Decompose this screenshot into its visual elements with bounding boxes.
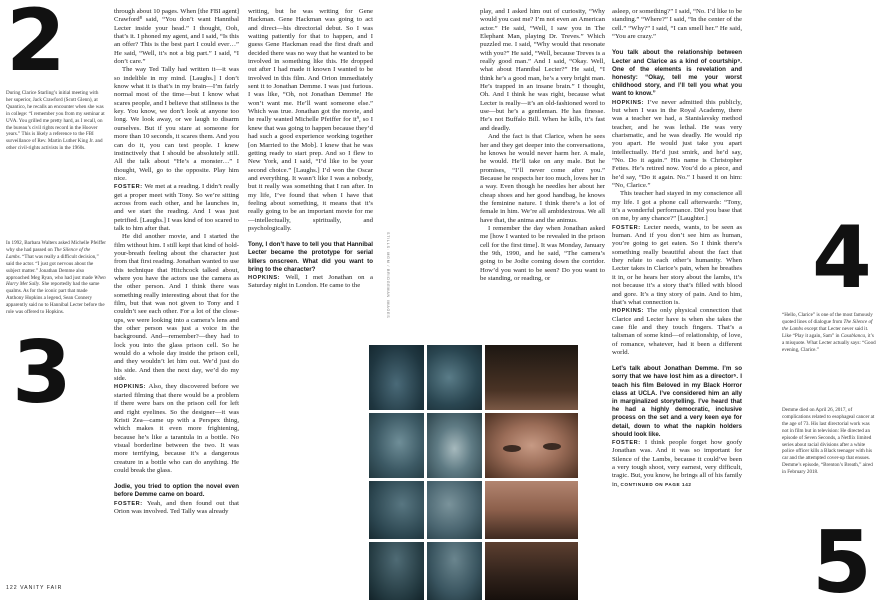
speaker-label: FOSTER: [612, 440, 641, 447]
paragraph-text: He did another movie, and I started the film without him. I still kept that kind of hold-your-breath feeling about the character just from that first reading. Jonathan wanted to use this technique that Hitchcock talked about, where you have the actors use the camera as the other person. And I think there was something really interesting about that for the film, but that was not given to Tony and I couldn’t see each other. For a lot of the close-ups, we were looking into a camera’s lens and the other person was just a voice in the background. And—remember?—they had to lock you into the glass prison cell. So he would do a whole day inside the prison cell, and they wouldn’t let him out. We’d just do his side. And then the next day, we’d do my side. [114, 233, 239, 383]
paragraph-text: Yeah, and then found out that Orion was involved. Ted Tally was already [114, 499, 239, 515]
photo-tile-hopkins-6 [369, 542, 424, 600]
photo-tile-foster-3 [485, 542, 578, 600]
photo-tile-hopkins-5 [427, 481, 482, 539]
speaker-label: HOPKINS: [248, 275, 281, 282]
speaker-label: FOSTER: [612, 224, 641, 231]
article-column-3 [480, 8, 605, 344]
photo-tile-hopkins-2 [427, 345, 482, 410]
body-paragraph [248, 8, 373, 233]
article-column-1 [114, 8, 239, 580]
paragraph-text: asleep, or something?” I said, “No. I’d like to be standing.” “Where?” I said, “In the center of the cell.” “Why?” I said, “I can smell her.” He said, “You are crazy.” [612, 8, 742, 41]
paragraph-text: The way Ted Tally had written it—it was so indelible in my mind. [Laughs.] I don’t know what it is that’s in my brain—I’m fairly normal most of the time—but I know what scares people, and I believe that stillness is the key. You know, we don’t look at anyone too long. We look away, or we laugh to disarm ourselves. But if you stare at someone for more than 10 seconds, it scares them. And you can do it, you can test people. I knew instinctively that I should be absolutely still. All the talk about “He’s a monster…” I thought, Well, go to the opposite. Play him nice. [114, 66, 239, 182]
paragraph-text: We met at a reading. I didn’t really get a proper meet with Tony. So we’re sitting across from each other, and he launches in, and we start the reading. And I was just petrified. [Laughs.] I was kind of too scared to talk to him after that. [114, 183, 239, 232]
body-paragraph [480, 8, 605, 133]
article-column-4 [612, 8, 742, 592]
sidebar-note-4: “Hello, Clarice” is one of the most famously quoted lines of dialogue from The Silence of the Lambs except that Lecter never said it. Like “Play it again, Sam” in Casablanca, it’s a misquote. What Lecter actually says: “Good evening, Clarice.” [782, 312, 876, 353]
paragraph-text: I remember the day when Jonathan asked me [how I wanted to be revealed in the prison cell for the first time]. It was Monday, January the 9th, 1990, and he said, “The camera’s going to be Jodie coming down the corridor. How’d you want to be seen? Do you want to be standing, or reading, or [480, 224, 605, 282]
photo-tile-foster-eyes [485, 413, 578, 478]
speaker-label: FOSTER: [114, 500, 143, 507]
paragraph-text: through about 10 pages. When [the FBI agent] Crawford⁸ said, “You don’t want Hannibal Lecter inside your head.” I thought, Ooh, that’s it. I phoned my agent, and I said, “Is this an offer? This is the best part I could ever…” He said, “Well, it’s not a big part.” I said, “I don’t care.” [114, 8, 239, 66]
eye-right-icon [543, 443, 561, 450]
paragraph-text: I think people forget how goofy Jonathan was. And it was so important for Silence of the Lambs, because it could’ve been a very tough shoot, very earnest, very difficult, tragic. But, you know, he brings all of his family in, [612, 439, 742, 488]
numeral-5: 5 [812, 513, 870, 600]
numeral-3: 3 [12, 323, 70, 423]
photo-tile-hopkins-3 [369, 413, 424, 478]
sidebar-note-casting: In 1992, Barbara Walters asked Michelle Pfeiffer why she had passed on The Silence of the Lambs. “That was really a difficult decision,” said the actor. “I just got nervous about the subject matter.” Jonathan Demme also approached Meg Ryan, who had just made When Harry Met Sally. She reportedly had the same qualms. As for the iconic part that made Anthony Hopkins a legend, Sean Connery apparently said no to Hannibal Lecter before the role was offered to Hopkins. [6, 240, 106, 316]
body-paragraph [114, 500, 239, 517]
paragraph-text: And the fact is that Clarice, when he sees her and they get deeper into the conversations, he knows he would never harm her. A male, he would. He’ll take on any male. But he promises, “I’ll never come after you.” Because he respects her too much, loves her in a way. Even though he needles her about her cheap shoes and her good handbag, he knows the feminine nature. I think there’s a lot of female in him. We’re all ambidextrous. We all have that, the anima and the animus. [480, 133, 605, 224]
photo-tile-hopkins-7 [427, 542, 482, 600]
photo-tile-hopkins-4 [369, 481, 424, 539]
photo-tile-hopkins-1 [369, 345, 424, 410]
body-paragraph [612, 439, 742, 489]
sidebar-note-2: During Clarice Starling’s initial meeting with her superior, Jack Crawford (Scott Glenn), at Quantico, he recalls an encounter when she was in college: “I remember you from my seminar at UVA. You grilled me pretty hard, as I recall, on the bureau’s civil rights record in the Hoover years.” This is likely a reference to the FBI surveillance of Rev. Martin Luther King Jr. and other civil-rights activists in the 1960s. [6, 90, 105, 152]
body-paragraph [114, 8, 239, 66]
page-folio: 122 VANITY FAIR [6, 585, 63, 591]
speaker-label: FOSTER: [114, 184, 143, 191]
body-paragraph [612, 224, 742, 307]
speaker-label: HOPKINS: [612, 308, 645, 315]
body-paragraph [114, 66, 239, 183]
body-paragraph [248, 274, 373, 291]
body-paragraph [114, 183, 239, 233]
continued-jump: CONTINUED ON PAGE 142 [620, 481, 692, 487]
numeral-2: 2 [6, 0, 64, 91]
interview-question: Jodie, you tried to option the novel even before Demme came on board. [114, 483, 239, 499]
speaker-label: HOPKINS: [114, 384, 147, 391]
interview-question: You talk about the relationship between Lecter and Clarice as a kind of courtship⁹. One of the elements is revelation and honesty: “Okay, tell me your worst childhood story, and I’ll tell you what you want to know.” [612, 49, 742, 98]
speaker-label: HOPKINS: [612, 99, 645, 106]
sidebar-note-5: Demme died on April 26, 2017, of complications related to esophageal cancer at the age of 73. His last directorial work was not in film but in television: He directed an episode of Seven Seconds, a Netflix limited series about racial divisions after a white police officer kills a Black teenager with his car and the attempted cover-up that ensues. Demme’s episode, “Brenton’s Breath,” aired in February 2018. [782, 407, 875, 476]
paragraph-text: writing, but he was writing for Gene Hackman. Gene Hackman was going to act and direct—his directorial debut. So I was waiting patiently for that to happen, and I guess Gene Hackman read the first draft and decided there was no way that he wanted to be involved in something like this. He dropped out after I had made it known I wanted to be involved in this film. And Orion immediately sent it to Jonathan Demme. I was just furious. I was like, “Oh, not Jonathan Demme! He won’t want me. He’ll want someone else.” Which was true. Jonathan got the movie, and he really wanted Michelle Pfeiffer for it⁹, so I knew that was going to happen because they’d had such a good experience working together [on Married to the Mob]. I knew that he was getting ready to start prep. And so I flew to New York, and I said, “I’d like to be your second choice.” [Laughs.] I’d won the Oscar and everything. It wasn’t like I was a nobody, but it really was something that I ran after. In my life, I’ve found that when I have that feeling about something, it means that it’s really going to be an important movie for me—intellectually, spiritually, and psychologically. [248, 8, 373, 232]
body-paragraph [612, 99, 742, 191]
body-paragraph [114, 233, 239, 383]
body-paragraph [480, 133, 605, 225]
paragraph-text: I’ve never admitted this publicly, but when I was in the Royal Academy, there was a teacher we had, a Stanislavsky method teacher, and he was lethal. He was very charismatic, and he was deadly. He would rip you apart. He would just take you apart intellectually. He’d just smirk, and he’d say, “No. Do it again.” His name is Christopher Fettes. He’s retired now. You’d do a piece, and he’d say, “Do it again. No.” I based it on him: “No, Clarice.” [612, 98, 742, 190]
paragraph-text: The only physical connection that Clarice and Lecter have is when she takes the case file and they touch fingers. That’s a talisman of some kind—of relationship, of love, of romance, whatever, had it been a different world. [612, 307, 742, 356]
paragraph-text: play, and I asked him out of curiosity, “Why would you cast me? I’m not even an American actor.” He said, “Well, I saw you in The Elephant Man, playing Dr. Treves.” Which puzzled me. I said, “Why would that resonate with you?” He said, “Well, because Treves is a really good man.” And I said, “Okay. Well, what about Hannibal Lecter?” He said, “I think he’s a good man, he’s a very bright man. He’s trapped in an insane brain.” I thought, Oh. And I think he was right, because what Lecter is really—it’s an old-fashioned word to use—but he’s a gentleman. He has finesse. He’s not Buffalo Bill. When he kills, it’s fast and deadly. [480, 8, 605, 132]
photo-credit: STILLS: MGM / BRIDGEMAN IMAGES [386, 232, 390, 319]
interview-question: Tony, I don’t have to tell you that Hannibal Lecter became the prototype for serial killers onscreen. What did you want to bring to the character? [248, 241, 373, 273]
body-paragraph [612, 190, 742, 223]
photo-tile-foster-1 [485, 345, 578, 410]
photo-grid [369, 345, 578, 600]
paragraph-text: Lecter needs, wants, to be seen as human. And if you don’t see him as human, you’re going to get eaten. So I think there’s something really beautiful about the fact that they relate to each other’s humanity. When Lecter takes in Clarice’s pain, when he breathes it in, or he hears her story about the lambs, it’s not because it’s a story that’s filled with blood and gore. It’s a tiny story of pain. And to him, that’s what connection is. [612, 223, 742, 306]
eye-left-icon [503, 445, 521, 452]
photo-tile-hopkins-eye [427, 413, 482, 478]
body-paragraph [612, 307, 742, 357]
body-paragraph [114, 383, 239, 475]
photo-tile-foster-2 [485, 481, 578, 539]
body-paragraph [480, 225, 605, 283]
article-column-2 [248, 8, 373, 348]
paragraph-text: Well, I met Jonathan on a Saturday night in London. He came to the [248, 274, 373, 290]
paragraph-text: This teacher had stayed in my conscience all my life. I got a phone call afterwards: “Tony, it’s a wonderful performance. Did you base that on me, by any chance?” [Laughter.] [612, 190, 742, 223]
body-paragraph [612, 8, 742, 41]
interview-question: Let’s talk about Jonathan Demme. I’m so sorry that we have lost him as a director⁵. I teach his film Beloved in my Black Horror class at UCLA. I’ve considered him an ally in marginalized storytelling. I’ve heard that he had a highly democratic, inclusive process on the set and a very keen eye for detail, down to what the napkin holders should look like. [612, 365, 742, 438]
numeral-4: 4 [812, 208, 870, 308]
paragraph-text: Also, they discovered before we started filming that there would be a problem if there were bars on the prison cell for left and right eyelines. So the designer—it was Kristi Zea—came up with a Perspex thing, which makes it even more frightening, because he’s like a tarantula in a bottle. No visual borderline between the two. It was more terrifying, because it’s a dangerous creature in a bottle who can do anything. He could break the glass. [114, 383, 239, 474]
